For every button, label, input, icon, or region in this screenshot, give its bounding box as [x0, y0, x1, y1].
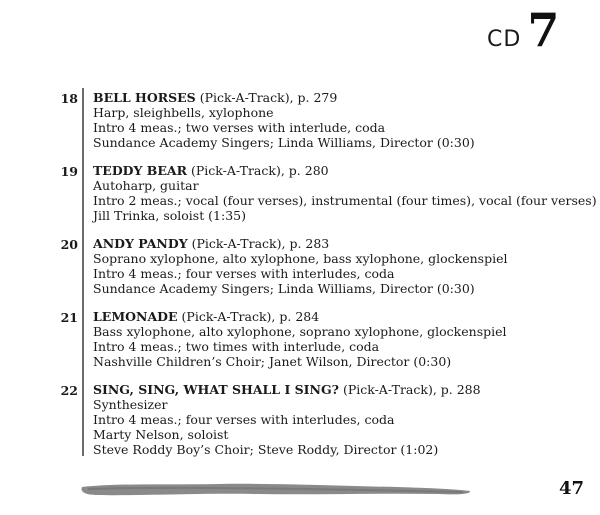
track-source: (Pick-A-Track), p. 284: [181, 309, 320, 324]
track-body: [93, 236, 593, 296]
track-source: (Pick-A-Track), p. 288: [342, 382, 481, 397]
track-heading: [93, 309, 593, 324]
track-form: Intro 4 meas.; four verses with interludes, coda: [93, 266, 395, 281]
track-entry: [0, 309, 600, 382]
track-instruments: Harp, sleighbells, xylophone: [93, 105, 274, 120]
track-number: 19: [60, 164, 78, 179]
track-body: [93, 382, 593, 457]
track-number: 20: [60, 237, 78, 252]
track-soloist: Marty Nelson, soloist: [93, 427, 229, 442]
track-list: [0, 90, 600, 472]
track-source: (Pick-A-Track), p. 280: [190, 163, 329, 178]
track-entry: [0, 236, 600, 309]
track-entry: [0, 382, 600, 472]
track-form: Intro 4 meas.; four verses with interludes, coda: [93, 412, 395, 427]
cd-number: 7: [527, 3, 560, 57]
track-heading: [93, 163, 593, 178]
track-performers: Sundance Academy Singers; Linda Williams, Director (0:30): [93, 281, 475, 296]
track-instruments: Bass xylophone, alto xylophone, soprano xylophone, glockenspiel: [93, 324, 507, 339]
track-performers: Jill Trinka, soloist (1:35): [93, 208, 247, 223]
track-body: [93, 90, 593, 150]
track-title: SING, SING, WHAT SHALL I SING?: [93, 382, 339, 397]
track-source: (Pick-A-Track), p. 279: [199, 90, 338, 105]
track-form: Intro 2 meas.; vocal (four verses), instrumental (four times), vocal (four verses): [93, 193, 597, 208]
track-number: 22: [60, 383, 78, 398]
track-heading: [93, 236, 593, 251]
track-instruments: Soprano xylophone, alto xylophone, bass xylophone, glockenspiel: [93, 251, 508, 266]
track-source: (Pick-A-Track), p. 283: [191, 236, 330, 251]
track-instruments: Synthesizer: [93, 397, 168, 412]
track-heading: [93, 382, 593, 397]
page-number: 47: [559, 478, 585, 499]
decorative-brush-stroke: [78, 478, 473, 500]
track-title: BELL HORSES: [93, 90, 196, 105]
track-form: Intro 4 meas.; two verses with interlude, coda: [93, 120, 386, 135]
track-title: LEMONADE: [93, 309, 178, 324]
track-instruments: Autoharp, guitar: [93, 178, 199, 193]
track-body: [93, 309, 593, 369]
track-title: TEDDY BEAR: [93, 163, 187, 178]
track-heading: [93, 90, 593, 105]
track-title: ANDY PANDY: [93, 236, 188, 251]
cd-header: [487, 3, 560, 57]
track-entry: [0, 163, 600, 236]
track-body: [93, 163, 597, 223]
track-performers: Nashville Children’s Choir; Janet Wilson, Director (0:30): [93, 354, 452, 369]
track-performers: Sundance Academy Singers; Linda Williams, Director (0:30): [93, 135, 475, 150]
track-form: Intro 4 meas.; two times with interlude, coda: [93, 339, 380, 354]
track-entry: [0, 90, 600, 163]
track-number: 21: [60, 310, 78, 325]
track-number: 18: [60, 91, 78, 106]
track-performers: Steve Roddy Boy’s Choir; Steve Roddy, Director (1:02): [93, 442, 439, 457]
cd-label: CD: [487, 27, 522, 52]
